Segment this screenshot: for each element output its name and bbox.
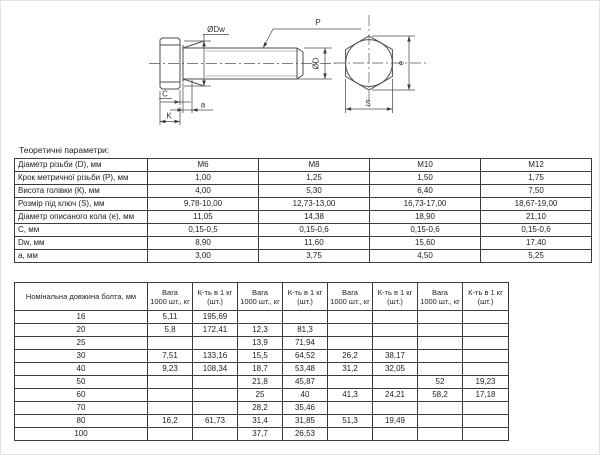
bolt-length: 30 [15,350,148,363]
weight-count-value: 53,48 [283,363,328,376]
weight-count-value [148,376,193,389]
weight-count-value: 7,51 [148,350,193,363]
weight-count-value: 12,3 [238,324,283,337]
weight-count-value: 71,94 [283,337,328,350]
weight-count-value [373,402,418,415]
weight-count-value [193,376,238,389]
weight-count-value [193,402,238,415]
param-value: 4,50 [370,250,481,263]
weight-count-value: 24,21 [373,389,418,402]
bolt-length: 50 [15,376,148,389]
weight-count-value [373,324,418,337]
weight-header: Вага 1000 шт., кг [238,283,283,311]
param-label: С, мм [15,224,148,237]
dim-label-s: S [365,99,371,108]
weight-count-value [373,311,418,324]
param-label: Діаметр різьби (D), мм [15,159,148,172]
weights-row [15,350,509,363]
weight-count-value: 21,8 [238,376,283,389]
param-label: Крок метричної різьби (Р), мм [15,172,148,185]
weight-count-value: 40 [283,389,328,402]
bolt-length: 16 [15,311,148,324]
param-value: 1,75 [481,172,592,185]
param-value: 1,00 [148,172,259,185]
weights-table-head [15,283,509,311]
bolt-length: 70 [15,402,148,415]
param-row [15,159,592,172]
weight-count-value [463,363,509,376]
weight-count-value: 45,87 [283,376,328,389]
dim-label-d: ØD [311,57,321,70]
weight-count-value: 35,46 [283,402,328,415]
weight-count-value [148,402,193,415]
weight-count-value [373,337,418,350]
weight-count-value: 25 [238,389,283,402]
weight-count-value: 37,7 [238,428,283,441]
weights-table-body [15,311,509,441]
weight-count-value [373,428,418,441]
weight-count-value: 26,53 [283,428,328,441]
weight-count-value: 18,7 [238,363,283,376]
length-header: Номінальна довжина болта, мм [15,283,148,311]
weight-count-value: 31,2 [328,363,373,376]
weight-count-value: 19,23 [463,376,509,389]
dim-label-dw: ØDw [207,25,225,34]
weight-count-value [328,402,373,415]
param-label: а, мм [15,250,148,263]
weights-table [14,282,509,441]
param-value: 14,38 [259,211,370,224]
dim-dw [184,25,229,86]
weight-count-value: 19,49 [373,415,418,428]
weight-count-value [463,350,509,363]
param-value: М6 [148,159,259,172]
weights-row [15,415,509,428]
theoretical-params-table [14,158,592,263]
param-value: М10 [370,159,481,172]
param-value: 5,30 [259,185,370,198]
params-title: Теоретичні параметри: [19,145,110,155]
weight-count-value: 51,3 [328,415,373,428]
weight-count-value [148,428,193,441]
weights-row [15,363,509,376]
param-row [15,172,592,185]
param-label: Розмір під ключ (S), мм [15,198,148,211]
dim-c [159,83,191,113]
param-value: 8,90 [148,237,259,250]
weight-count-value [328,324,373,337]
weight-count-value [418,428,463,441]
dim-label-k: K [166,111,172,121]
weight-count-value [418,402,463,415]
weight-count-value [328,311,373,324]
weight-count-value: 64,52 [283,350,328,363]
weight-count-value [463,311,509,324]
weight-count-value: 13,9 [238,337,283,350]
weight-count-value [418,311,463,324]
param-value: 9,78-10,00 [148,198,259,211]
weight-count-value [238,311,283,324]
weights-row [15,324,509,337]
param-value: 21,10 [481,211,592,224]
weight-count-value [418,415,463,428]
weight-count-value: 108,34 [193,363,238,376]
param-value: 15,60 [370,237,481,250]
weight-count-value [418,350,463,363]
weights-row [15,428,509,441]
param-value: 18,67-19,00 [481,198,592,211]
dim-label-c: C [162,89,168,99]
weight-count-value: 17,18 [463,389,509,402]
param-value: 11,05 [148,211,259,224]
param-value: 3,75 [259,250,370,263]
weight-count-value [193,428,238,441]
param-value: 1,25 [259,172,370,185]
weight-count-value: 61,73 [193,415,238,428]
weight-count-value [418,337,463,350]
weight-count-value [328,428,373,441]
count-header: К-ть в 1 кг (шт.) [283,283,328,311]
weight-count-value [463,324,509,337]
dim-a [170,80,213,113]
weight-count-value: 16,2 [148,415,193,428]
weight-count-value: 41,3 [328,389,373,402]
weight-count-value [463,337,509,350]
weights-row [15,337,509,350]
weight-count-value: 31,85 [283,415,328,428]
weights-row [15,311,509,324]
param-value: 18,90 [370,211,481,224]
param-value: 1,50 [370,172,481,185]
weight-count-value: 5,8 [148,324,193,337]
weight-count-value: 28,2 [238,402,283,415]
param-value: 0,15-0,5 [148,224,259,237]
weight-count-value [283,311,328,324]
weight-header: Вага 1000 шт., кг [328,283,373,311]
param-row [15,185,592,198]
bolt-length: 40 [15,363,148,376]
bolt-technical-drawing [1,1,600,146]
weight-count-value [193,337,238,350]
count-header: К-ть в 1 кг (шт.) [463,283,509,311]
param-label: Dw, мм [15,237,148,250]
weight-count-value [463,428,509,441]
weight-count-value: 5,11 [148,311,193,324]
param-row [15,250,592,263]
bolt-length: 20 [15,324,148,337]
weight-count-value [418,324,463,337]
bolt-length: 100 [15,428,148,441]
count-header: К-ть в 1 кг (шт.) [373,283,418,311]
dim-label-e: e [396,60,406,66]
param-value: 11,60 [259,237,370,250]
param-value: 12,73-13,00 [259,198,370,211]
param-label: Діаметр описаного кола (е), мм [15,211,148,224]
param-label: Висота голівки (К), мм [15,185,148,198]
param-value: 6,40 [370,185,481,198]
weight-count-value [463,415,509,428]
count-header: К-ть в 1 кг (шт.) [193,283,238,311]
weight-count-value [418,363,463,376]
weight-count-value: 195,69 [193,311,238,324]
weight-count-value [463,402,509,415]
weight-count-value [373,376,418,389]
dim-label-a: a [200,100,206,110]
param-value: 17,40 [481,237,592,250]
weight-count-value [328,376,373,389]
param-row [15,237,592,250]
weights-row [15,389,509,402]
weights-row [15,402,509,415]
weight-count-value: 32,05 [373,363,418,376]
weight-count-value: 172,41 [193,324,238,337]
param-row [15,224,592,237]
param-value: 0,15-0,6 [370,224,481,237]
weight-count-value: 15,5 [238,350,283,363]
weight-count-value: 31,4 [238,415,283,428]
weights-header-row [15,283,509,311]
weight-count-value: 52 [418,376,463,389]
param-value: М8 [259,159,370,172]
bolt-side-view [149,38,335,89]
bolt-length: 60 [15,389,148,402]
param-value: 0,15-0,6 [481,224,592,237]
dim-label-p: P [315,18,321,27]
weight-count-value: 38,17 [373,350,418,363]
param-value: 0,15-0,6 [259,224,370,237]
weight-count-value [193,389,238,402]
param-value: 16,73-17,00 [370,198,481,211]
param-value: М12 [481,159,592,172]
weight-count-value: 58,2 [418,389,463,402]
param-value: 4,00 [148,185,259,198]
weight-count-value: 26,2 [328,350,373,363]
param-row [15,198,592,211]
bolt-length: 80 [15,415,148,428]
params-table-body [15,159,592,263]
weights-row [15,376,509,389]
dim-p [263,18,361,48]
weight-count-value: 9,23 [148,363,193,376]
param-row [15,211,592,224]
weight-count-value: 133,16 [193,350,238,363]
param-value: 3,00 [148,250,259,263]
param-value: 5,25 [481,250,592,263]
weight-header: Вага 1000 шт., кг [148,283,193,311]
param-value: 7,50 [481,185,592,198]
weight-count-value [328,337,373,350]
weight-header: Вага 1000 шт., кг [418,283,463,311]
bolt-length: 25 [15,337,148,350]
weight-count-value [148,337,193,350]
weight-count-value [148,389,193,402]
weight-count-value: 81,3 [283,324,328,337]
